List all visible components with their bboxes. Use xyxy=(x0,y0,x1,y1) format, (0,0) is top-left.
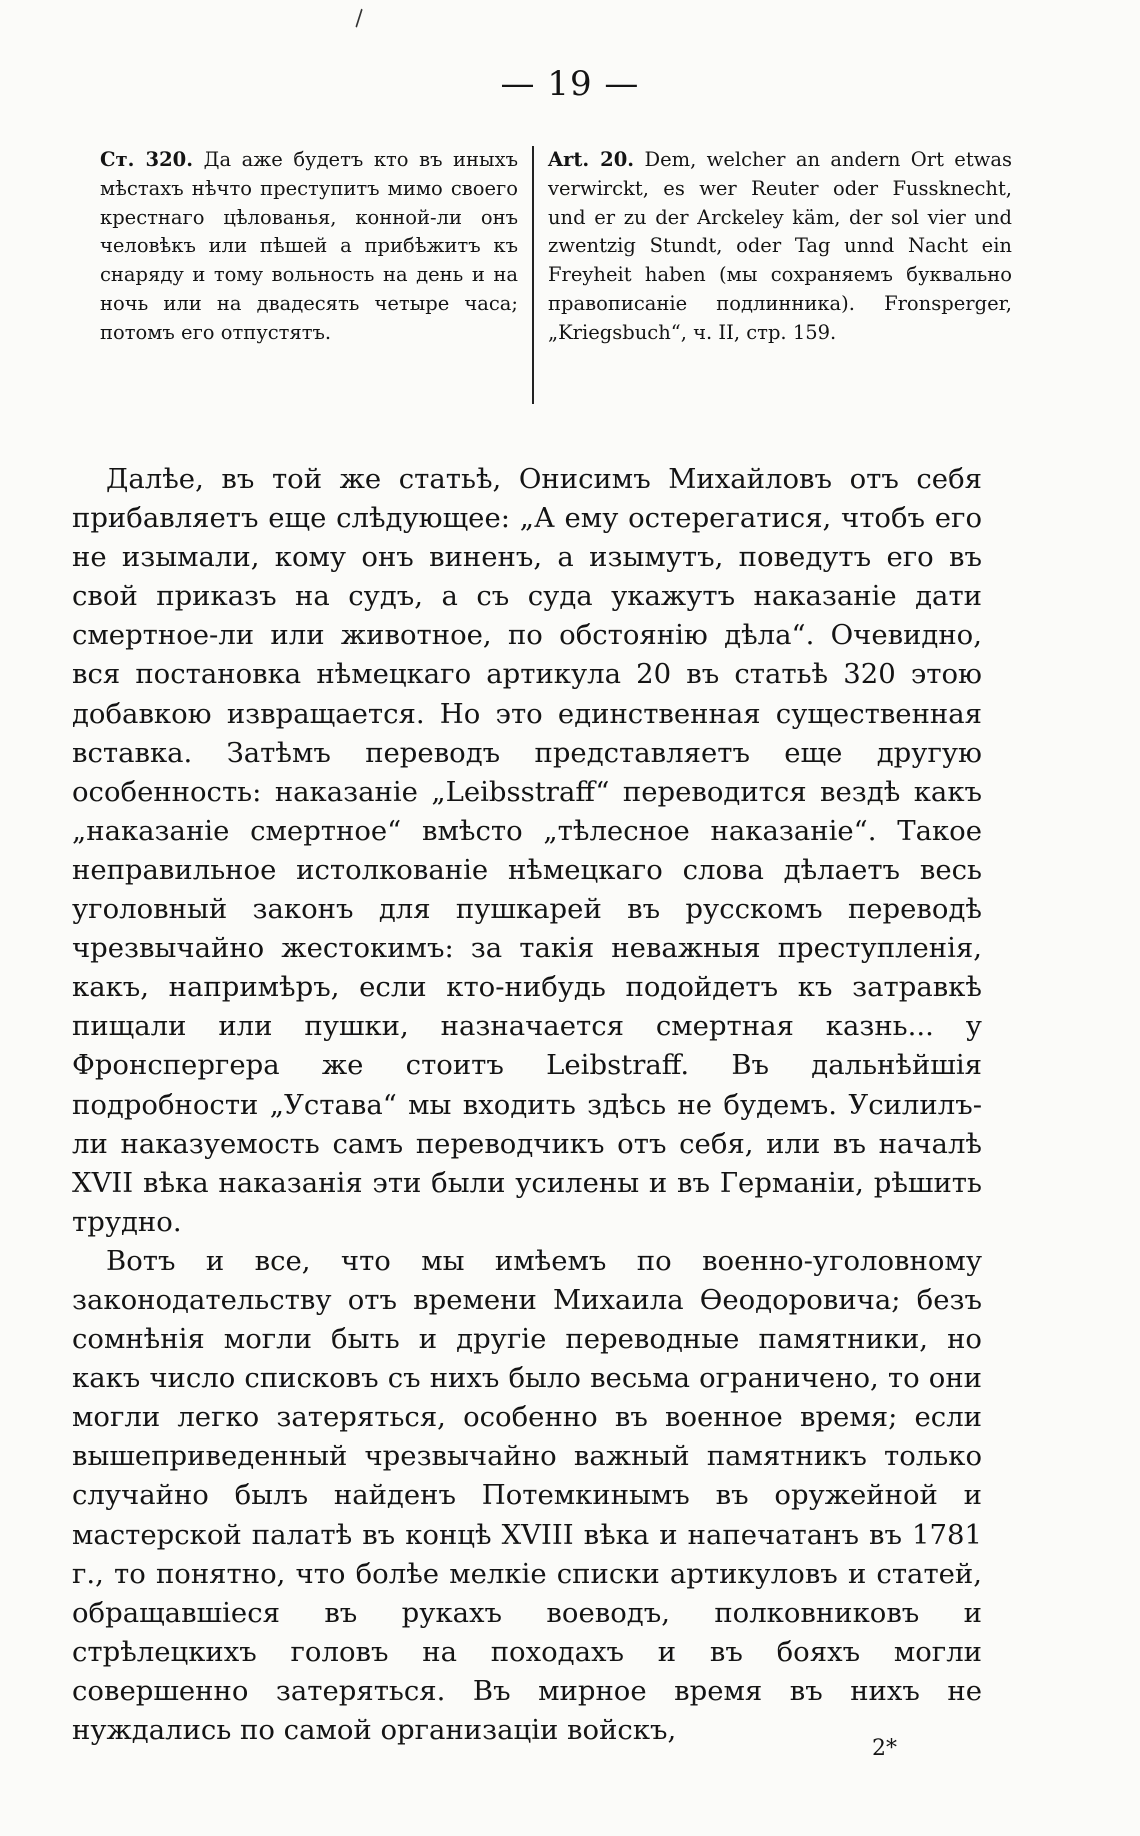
signature-mark: 2* xyxy=(872,1736,897,1761)
page-number: — 19 — xyxy=(500,64,640,104)
german-article-text: Dem, welcher an andern Ort etwas verwirckt, es wer Reuter oder Fussknecht, und er zu der Arckeley käm, der sol vier und zwentzig Stundt, oder Tag unnd Nacht ein Freyheit haben (мы сохраняемъ буквально правописаніе подлинника). Fronsperger, „Kriegsbuch“, ч. II, стр. 159. xyxy=(548,148,1012,344)
main-text xyxy=(72,460,982,1750)
column-divider xyxy=(532,146,534,404)
parallel-columns xyxy=(100,146,1012,408)
russian-article-text: Да аже будетъ кто въ иныхъ мѣстахъ нѣчто преступитъ мимо своего крестнаго цѣлованья, конной-ли онъ человѣкъ или пѣшей а прибѣжитъ къ снаряду и тому вольность на день и на ночь или на двадесять четыре часа; потомъ его отпустятъ. xyxy=(100,148,518,344)
paragraph-1: Далѣе, въ той же статьѣ, Онисимъ Михайловъ отъ себя прибавляетъ еще слѣдующее: „А ему остерегатися, чтобъ его не изымали, кому онъ виненъ, а изымутъ, поведутъ его въ свой приказъ на судъ, а съ суда укажутъ наказаніе дати смертное-ли или животное, по обстоянію дѣла“. Очевидно, вся постановка нѣмецкаго артикула 20 въ статьѣ 320 этою добавкою извращается. Но это единственная существенная вставка. Затѣмъ переводъ представляетъ еще другую особенность: наказаніе „Leibsstraff“ переводится вездѣ какъ „наказаніе смертное“ вмѣсто „тѣлесное наказаніе“. Такое неправильное истолкованіе нѣмецкаго слова дѣлаетъ весь уголовный законъ для пушкарей въ русскомъ переводѣ чрезвычайно жестокимъ: за такія неважныя преступленія, какъ, напримѣръ, если кто-нибудь подойдетъ къ затравкѣ пищали или пушки, назначается смертная казнь... у Фронспергера же стоитъ Leibstraff. Въ дальнѣйшія подробности „Устава“ мы входить здѣсь не будемъ. Усилилъ-ли наказуемость самъ переводчикъ отъ себя, или въ началѣ XVII вѣка наказанія эти были усилены и въ Германіи, рѣшить трудно. xyxy=(72,463,982,1238)
stray-ink-mark: \ xyxy=(348,6,369,31)
russian-article-label: Ст. 320. xyxy=(100,148,194,171)
german-article-column xyxy=(548,146,1012,348)
paragraph-2: Вотъ и все, что мы имѣемъ по военно-уголовному законодательству отъ времени Михаила Ѳеодоровича; безъ сомнѣнія могли быть и другіе переводные памятники, но какъ число списковъ съ нихъ было весьма ограничено, то они могли легко затеряться, особенно въ военное время; если вышеприведенный чрезвычайно важный памятникъ только случайно былъ найденъ Потемкинымъ въ оружейной и мастерской палатѣ въ концѣ XVIII вѣка и напечатанъ въ 1781 г., то понятно, что болѣе мелкіе списки артикуловъ и статей, обращавшіеся въ рукахъ воеводъ, полковниковъ и стрѣлецкихъ головъ на походахъ и въ бояхъ могли совершенно затеряться. Въ мирное время въ нихъ не нуждались по самой организаціи войскъ, xyxy=(72,1244,982,1746)
russian-article-column xyxy=(100,146,518,348)
german-article-label: Art. 20. xyxy=(548,148,635,171)
